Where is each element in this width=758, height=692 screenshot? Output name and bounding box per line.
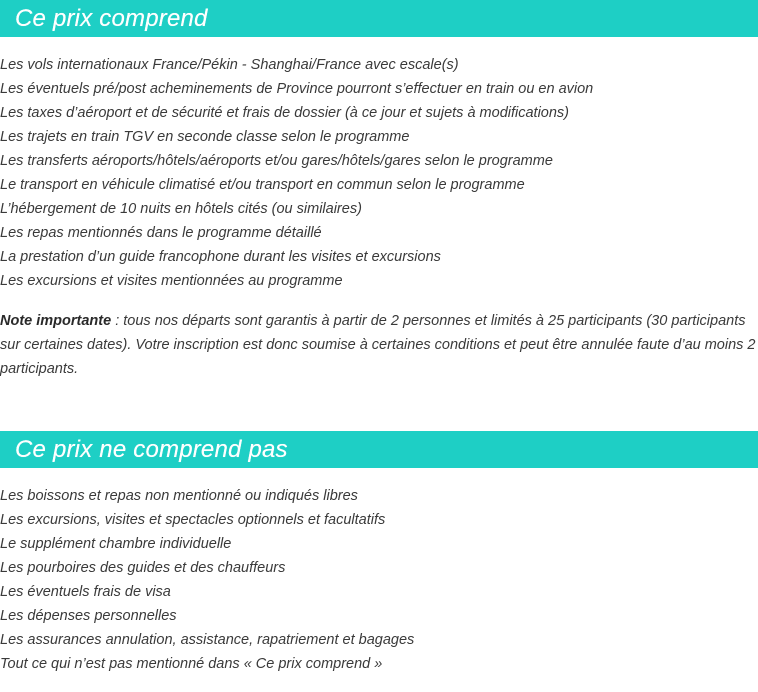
list-item: Tout ce qui n’est pas mentionné dans « Ce prix comprend »	[0, 656, 383, 672]
list-item: Les boissons et repas non mentionné ou indiqués libres	[0, 488, 358, 504]
excludes-section-title: Ce prix ne comprend pas	[15, 436, 288, 463]
list-item: Le supplément chambre individuelle	[0, 536, 232, 552]
list-item: Les éventuels frais de visa	[0, 584, 171, 600]
list-item: Les éventuels pré/post acheminements de Province pourront s’effectuer en train ou en avion	[0, 81, 594, 97]
excludes-section-header	[0, 431, 758, 468]
list-item: Les excursions, visites et spectacles optionnels et facultatifs	[0, 512, 386, 528]
list-item: Les pourboires des guides et des chauffeurs	[0, 560, 286, 576]
list-item: Les vols internationaux France/Pékin - Shanghai/France avec escale(s)	[0, 57, 459, 73]
list-item: La prestation d’un guide francophone durant les visites et excursions	[0, 249, 441, 265]
list-item: Les transferts aéroports/hôtels/aéroports et/ou gares/hôtels/gares selon le programme	[0, 153, 553, 169]
important-note-text: : tous nos départs sont garantis à partir de 2 personnes et limités à 25 participants (30 participants sur certaines dates). Votre inscription est donc soumise à certaines conditions et peut être annulée faute d’au moins 2 participants.	[0, 313, 756, 377]
includes-section-header	[0, 0, 758, 37]
important-note-label: Note importante	[0, 313, 112, 329]
includes-section-title: Ce prix comprend	[15, 5, 208, 32]
excludes-list	[0, 484, 758, 676]
list-item: Les assurances annulation, assistance, rapatriement et bagages	[0, 632, 415, 648]
list-item: Les dépenses personnelles	[0, 608, 177, 624]
list-item: L’hébergement de 10 nuits en hôtels cités (ou similaires)	[0, 201, 362, 217]
list-item: Les trajets en train TGV en seconde classe selon le programme	[0, 129, 410, 145]
list-item: Le transport en véhicule climatisé et/ou transport en commun selon le programme	[0, 177, 525, 193]
important-note	[0, 309, 758, 381]
list-item: Les taxes d’aéroport et de sécurité et frais de dossier (à ce jour et sujets à modifications)	[0, 105, 570, 121]
list-item: Les excursions et visites mentionnées au programme	[0, 273, 343, 289]
includes-list	[0, 53, 758, 293]
list-item: Les repas mentionnés dans le programme détaillé	[0, 225, 322, 241]
